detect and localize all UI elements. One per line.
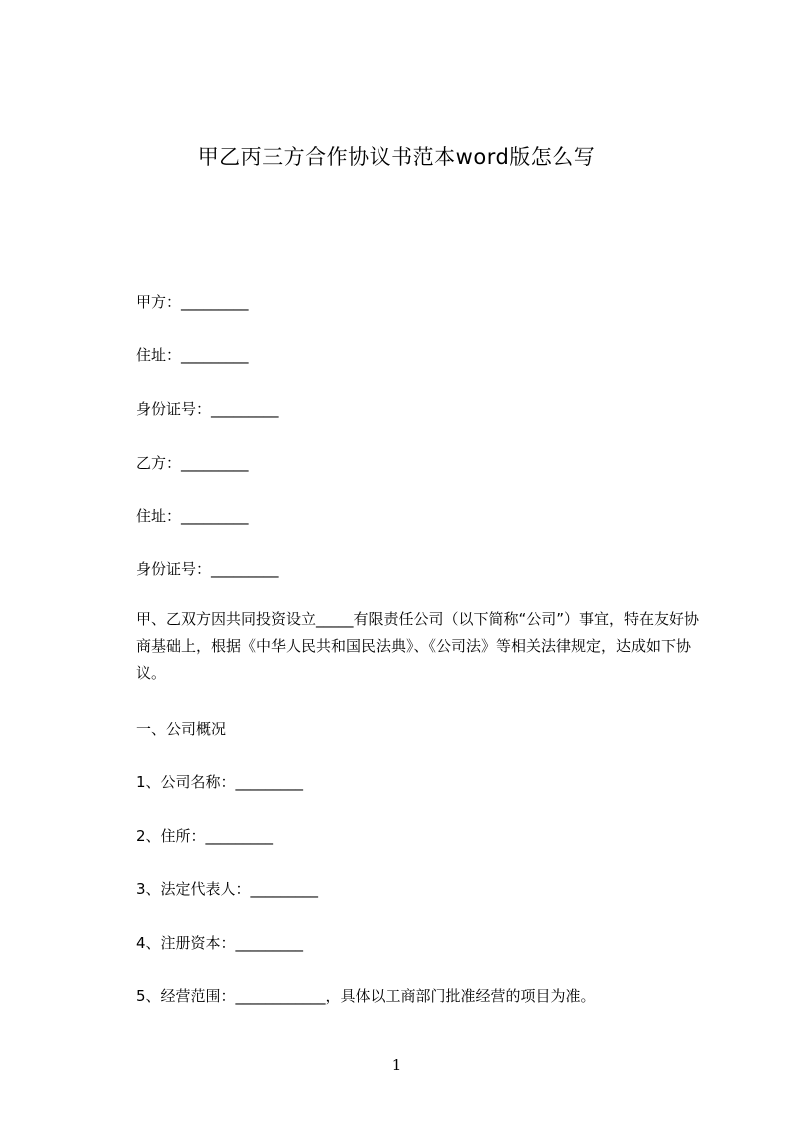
company-name-line: 1、公司名称：_________ <box>136 773 304 791</box>
party-b-id-line: 身份证号：_________ <box>136 560 279 578</box>
party-a-id-line: 身份证号：_________ <box>136 400 279 418</box>
registered-capital-line: 4、注册资本：_________ <box>136 934 304 952</box>
company-address-line: 2、住所：_________ <box>136 827 274 845</box>
intro-paragraph-text: 甲、乙双方因共同投资设立_____有限责任公司（以下简称“公司”）事宜，特在友好协商基础上，根据《中华人民共和国民法典》、《公司法》等相关法律规定，达成如下协议。 <box>136 610 700 682</box>
party-b-address-line: 住址：_________ <box>136 507 249 525</box>
section-1-heading: 一、公司概况 <box>136 720 227 738</box>
page-number: 1 <box>391 1056 402 1074</box>
intro-paragraph <box>136 606 700 687</box>
party-b-name-line: 乙方：_________ <box>136 454 249 472</box>
legal-representative-line: 3、法定代表人：_________ <box>136 880 319 898</box>
party-a-name-line: 甲方：_________ <box>136 293 249 311</box>
business-scope-line: 5、经营范围：____________，具体以工商部门批准经营的项目为准。 <box>136 987 596 1005</box>
document-title: 甲乙丙三方合作协议书范本word版怎么写 <box>197 145 596 169</box>
party-a-address-line: 住址：_________ <box>136 346 249 364</box>
